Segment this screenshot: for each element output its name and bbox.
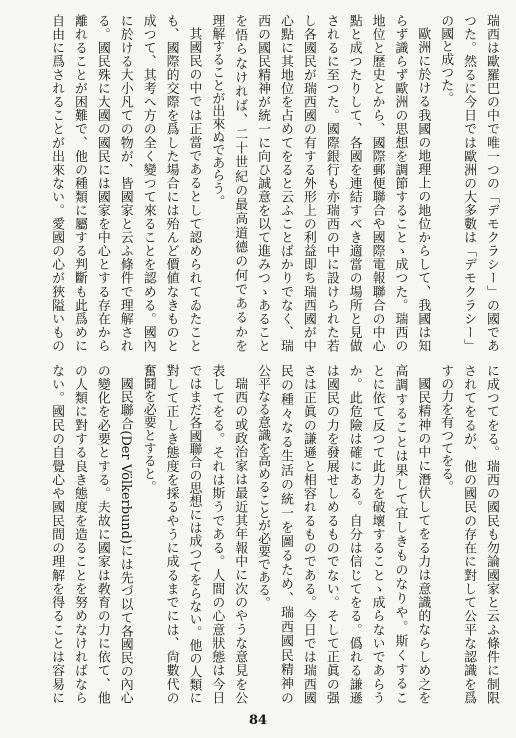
text-column: 點と成つたりして、各國を連結すべき適當の場所と見做 [346,14,362,352]
bottom-text-block [44,364,502,704]
text-column: 國民聯合(Der Völkerbund)には先づ以て各國民の內心 [117,376,133,704]
text-column: 理解することが出來ぬであらう。 [209,14,225,208]
text-column: 歐洲に於ける我國の地理上の地位からして、我國は知 [415,26,431,352]
text-column: 瑞西は歐羅巴の中で唯一つの「デモクラシー」の國であ [484,14,499,352]
text-column: 自由に爲されることが出來ない。愛國の心が狹隘いもの [49,14,65,352]
text-column: 表してをる。それは斯うである。人間の心意狀態は今日 [209,364,225,704]
text-column: されるに至つた。國際銀行も亦瑞西の中に設けられた若 [323,14,339,352]
text-column: 瑞西の或政治家は最近其年報中に次のやうな意見を公 [232,376,248,704]
text-column: に成つてをる。瑞西の國民も勿論國家と云ふ條件に制限 [484,364,499,704]
text-column: ではまだ各國聯合の思想には成つてをらない。他の人類に [186,364,202,704]
text-column: ない。國民の自覺心や國民間の理解を得ることは容易に [49,364,65,704]
text-column: 離れることが困難で、他の種類に屬する判斷も此爲めに [71,14,87,352]
text-column: 其國民の中では正當であるとして認められてゐたこと [186,26,202,352]
text-column: すの力を有つてをる。 [438,364,454,493]
text-column: の變化を必要とする。夫故に國家は敎育の力に依て、他 [94,364,110,704]
text-column: されてをるが、他の國民の存在に對して公平な認識を爲 [461,364,477,704]
text-column: とに依て反つて此力を破壞することゝ成らないであらう [369,364,385,704]
text-column: 地位と歷史とから、國際郵便聯合や國際電報聯合の中心 [369,14,385,352]
text-column: の國と成つた。 [438,14,454,105]
text-column: つた。然るに今日では歐洲の大多數は「デモクラシー」 [461,14,477,352]
text-column: らず識らず歐洲の思想を調節することゝ成つた。瑞西の [392,14,408,352]
text-column: る。國民殊に大國の國民には國家を中心とする存在から [94,14,110,352]
text-column: 對して正しき態度を採るやうに成るまでには、尙數代の [163,364,179,704]
text-column: か。此危險は確にある。自分は信じてをる。僞れる謙遜 [346,364,362,704]
text-column: 民の種々なる生活の統一を圖るため、瑞西國民精神の [277,364,293,704]
text-column: も、國際的交際を爲した場合には殆んど價値なきものと [163,14,179,352]
text-column: 高調することは果して宜しきものなりや。斯くするこ [392,364,408,704]
text-column: さは正眞の謙遜と相容れるものである。今日では瑞西國 [300,364,316,704]
text-column: に於ける大小凡ての物が、皆國家と云ふ條件で理解され [117,14,133,352]
text-column: し各國民が瑞西國の有する外形上の利益即ち瑞西國が中 [300,14,316,352]
text-column: 公平なる意識を高めることが必要である。 [255,364,271,610]
text-column: 奮鬪を必要とすると。 [140,364,156,493]
text-column: 西の國民精神が統一に向ひ誠意を以て進みつゝあること [255,14,271,352]
text-column: の人類に對する良き態度を造ることを努めなければなら [71,364,87,704]
text-column: 心點に其地位を占めてをると云ふことばかりでなく、瑞 [277,14,293,352]
text-column: 國民精神の中に潛伏してをる力は意識的ならしめ之を [415,376,431,704]
text-column: 成つて、其考へ方の全く變つて來ることを認める。國內 [140,14,156,352]
top-text-block [44,14,502,352]
text-column: は國民の力を發展せしめるものでない。そして正眞の强 [323,364,339,704]
page-number: 84 [248,713,268,728]
text-column: を悟らなければ、二十世紀の最高道德の何であるかを [232,14,248,352]
